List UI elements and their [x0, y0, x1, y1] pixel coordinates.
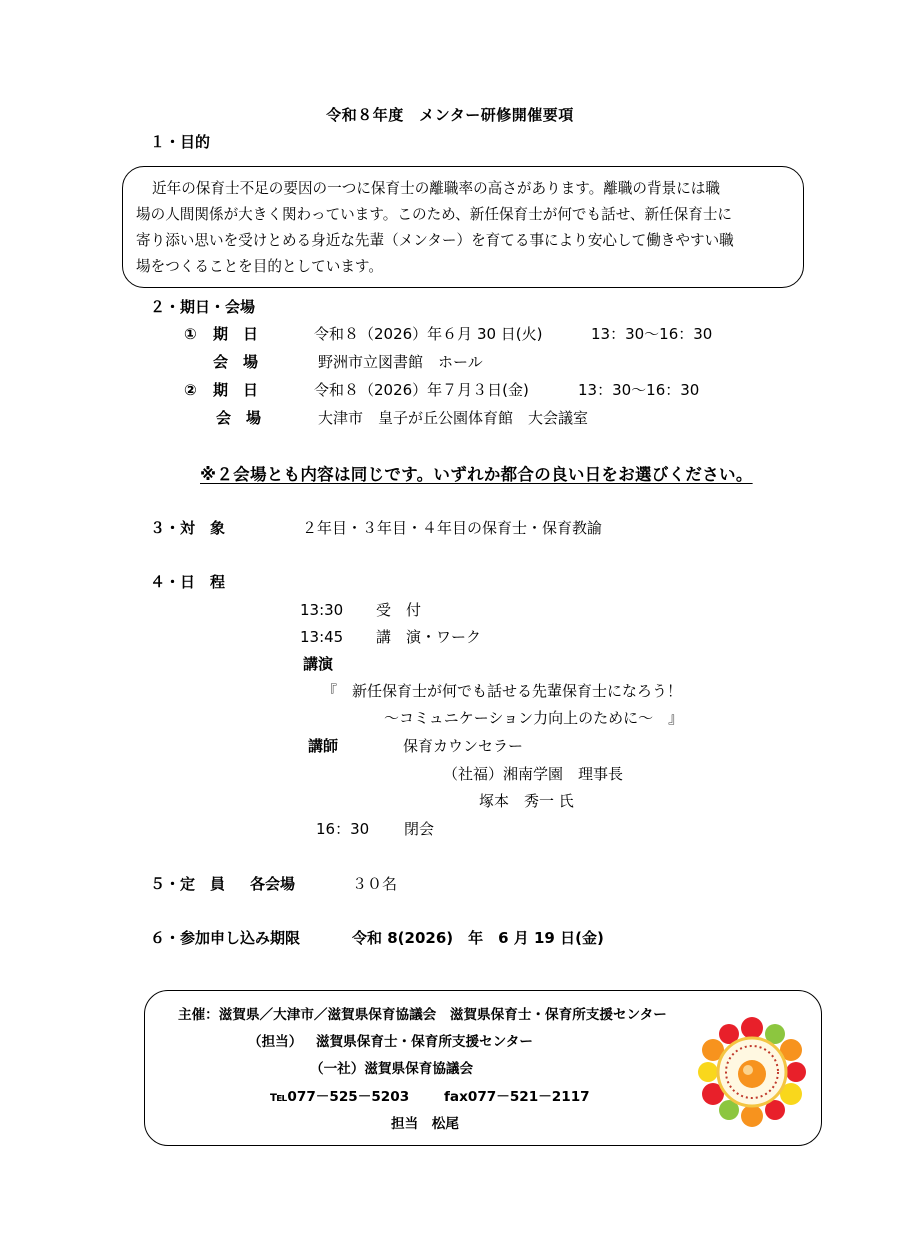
- close-time: 16：30: [316, 820, 370, 838]
- lecturer-organization: （社福）湘南学園 理事長: [443, 765, 624, 783]
- close-label: 閉会: [404, 820, 435, 838]
- session-1-venue-label: 会 場: [213, 353, 259, 371]
- session-1-venue: 野洲市立図書館 ホール: [318, 353, 483, 371]
- session-2-date-label: 期 日: [213, 381, 259, 399]
- contact-label: （担当）: [248, 1034, 303, 1050]
- program-time: 13:45: [300, 628, 344, 646]
- organizer-line: 主催：滋賀県／大津市／滋賀県保育協議会 滋賀県保育士・保育所支援センター: [178, 1007, 667, 1023]
- section-capacity-heading: ５・定 員: [150, 875, 226, 893]
- section-target-heading: ３・対 象: [150, 519, 226, 537]
- lecture-label: 講演: [303, 655, 334, 673]
- session-2-time: 13：30～16：30: [578, 381, 700, 399]
- lecturer-role: 保育カウンセラー: [403, 737, 524, 755]
- contact-organization-2: （一社）滋賀県保育協議会: [310, 1061, 474, 1077]
- lecturer-name: 塚本 秀一 氏: [479, 792, 574, 810]
- program-item: 講 演・ワーク: [376, 628, 482, 646]
- contact-organization-1: 滋賀県保育士・保育所支援センター: [316, 1034, 533, 1050]
- section-schedule-heading: ２・期日・会場: [150, 298, 256, 316]
- section-program-heading: ４・日 程: [150, 573, 226, 591]
- purpose-line: 近年の保育士不足の要因の一つに保育士の離職率の高さがあります。離職の背景には職: [152, 180, 720, 197]
- deadline-value: 令和 8(2026) 年 6 月 19 日(金): [352, 929, 604, 947]
- purpose-line: 場をつくることを目的としています。: [136, 258, 383, 275]
- schedule-notice: ※２会場とも内容は同じです。いずれか都合の良い日をお選びください。: [200, 465, 753, 484]
- session-1-date: 令和８（2026）年６月 30 日(火): [314, 325, 543, 343]
- lecture-title-line-2: ～コミュニケーション力向上のために～ 』: [384, 709, 684, 727]
- lecturer-label: 講師: [308, 737, 339, 755]
- purpose-line: 寄り添い思いを受けとめる身近な先輩（メンター）を育てる事により安心して働きやすい職: [136, 232, 734, 249]
- lecture-title-line-1: 『 新任保育士が何でも話せる先輩保育士になろう！: [322, 682, 683, 700]
- fax-number: fax077－521－2117: [444, 1089, 590, 1105]
- session-2-number: ②: [184, 381, 197, 399]
- session-1-time: 13：30～16：30: [591, 325, 713, 343]
- session-2-venue: 大津市 皇子が丘公園体育館 大会議室: [318, 409, 589, 427]
- session-1-date-label: 期 日: [213, 325, 259, 343]
- telephone-number: ℡077－525－5203: [270, 1089, 410, 1105]
- session-2-date: 令和８（2026）年７月３日(金): [314, 381, 529, 399]
- capacity-value: ３０名: [352, 875, 398, 893]
- session-2-venue-label: 会 場: [216, 409, 262, 427]
- section-purpose-heading: １・目的: [150, 133, 211, 151]
- contact-person: 担当 松尾: [391, 1116, 459, 1132]
- session-1-number: ①: [184, 325, 197, 343]
- target-value: ２年目・３年目・４年目の保育士・保育教諭: [302, 519, 603, 537]
- purpose-text: [136, 176, 796, 280]
- organization-logo-icon: [694, 1014, 810, 1130]
- section-deadline-heading: ６・参加申し込み期限: [150, 929, 301, 947]
- capacity-label: 各会場: [250, 875, 296, 893]
- purpose-line: 場の人間関係が大きく関わっています。このため、新任保育士が何でも話せ、新任保育士に: [136, 206, 733, 223]
- page-title: 令和８年度 メンター研修開催要項: [326, 106, 574, 124]
- program-item: 受 付: [376, 601, 422, 619]
- program-time: 13:30: [300, 601, 344, 619]
